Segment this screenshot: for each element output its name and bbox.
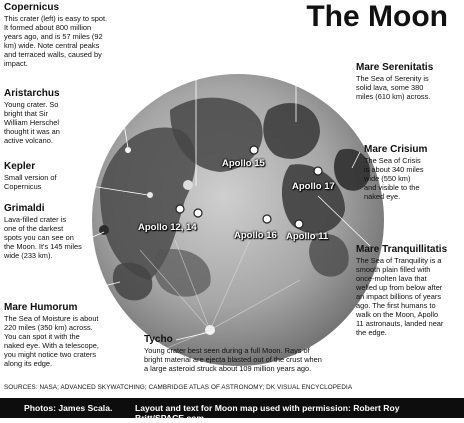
mare-tranquillitatis-line: once-molten lava that — [356, 274, 427, 283]
mare-tranquillitatis-line: The Sea of Tranquility is a — [356, 256, 442, 265]
apollo-17-label: Apollo 17 — [292, 181, 335, 192]
aristarchus-label — [4, 88, 84, 145]
apollo-15-label: Apollo 15 — [222, 158, 265, 169]
copernicus-line: km) wide. Note central peaks — [4, 41, 100, 50]
tycho-line: bright material are ejecta blasted out of the crust when — [144, 355, 322, 364]
mare-tranquillitatis-line: 11 astronauts, landed near — [356, 319, 444, 328]
copernicus-line: It formed about 800 million — [4, 23, 92, 32]
mare-serenitatis-heading: Mare Serenitatis — [356, 62, 434, 73]
apollo-16-label: Apollo 16 — [234, 230, 277, 241]
apollo-17-dot — [314, 167, 322, 175]
permission-text: Layout and text for Moon map used with permission: Robert Roy Britt/SPACE.com. — [135, 403, 400, 423]
aristarchus-line: active volcano. — [4, 136, 53, 145]
mare-tranquillitatis-line: walk on the Moon, Apollo — [356, 310, 439, 319]
page-title: The Moon — [306, 0, 448, 33]
apollo-11-dot — [295, 220, 303, 228]
grimaldi-line: Lava-filled crater is — [4, 215, 67, 224]
mare-humorum-heading: Mare Humorum — [4, 302, 78, 313]
copernicus-line: years ago, and is 57 miles (92 — [4, 32, 103, 41]
copernicus-line: impact. — [4, 59, 28, 68]
kepler-line: Small version of — [4, 173, 57, 182]
mare-crisium-line: is about 340 miles — [364, 165, 424, 174]
sources-line: SOURCES: NASA; ADVANCED SKYWATCHING; CAMBRIDGE ATLAS OF ASTRONOMY; DK VISUAL ENCYCLOPEDIA — [4, 384, 353, 391]
mare-serenitatis-region — [263, 103, 320, 159]
mare-serenitatis-line: solid lava, some 380 — [356, 83, 424, 92]
mare-tranquillitatis-line: ago. The first humans to — [356, 301, 436, 310]
copernicus-crater — [183, 180, 193, 190]
apollo-12-14-label: Apollo 12, 14 — [138, 222, 197, 233]
apollo-12-dot — [176, 205, 184, 213]
mare-tranquillitatis-line: the edge. — [356, 328, 387, 337]
grimaldi-line: wide (233 km). — [4, 251, 53, 260]
grimaldi-label — [4, 203, 99, 260]
apollo-14-dot — [194, 209, 202, 217]
mare-humorum-line: you might notice two craters — [4, 350, 97, 359]
aristarchus-line: bright that Sir — [4, 109, 48, 118]
mare-crisium-line: naked eye. — [364, 192, 401, 201]
tycho-line: a large asteroid struck about 109 million years ago. — [144, 364, 312, 373]
mare-crisium-line: The Sea of Crisis — [364, 156, 421, 165]
mare-humorum-line: naked eye. With a telescope, — [4, 341, 99, 350]
tycho-line: Young crater best seen during a full Moon. Rays of — [144, 346, 310, 355]
mare-tranquillitatis-heading: Mare Tranquillitatis — [356, 244, 448, 255]
copernicus-line: and terraced walls, caused by — [4, 50, 102, 59]
mare-humorum-line: The Sea of Moisture is about — [4, 314, 99, 323]
copernicus-heading: Copernicus — [4, 2, 60, 13]
mare-tranquillitatis-line: welled up from below after — [356, 283, 443, 292]
mare-crisium-label — [364, 144, 462, 201]
mare-crisium-line: and visible to the — [364, 183, 420, 192]
aristarchus-line: William Herschel — [4, 118, 60, 127]
tycho-label — [144, 334, 354, 373]
tycho-heading: Tycho — [144, 334, 173, 345]
mare-humorum-label — [4, 302, 129, 368]
photo-credit: Photos: James Scala. — [24, 403, 113, 413]
mare-serenitatis-label — [356, 62, 462, 101]
mare-tranquillitatis-line: an impact billions of years — [356, 292, 442, 301]
grimaldi-heading: Grimaldi — [4, 203, 45, 214]
mare-humorum-line: You can spot it with the — [4, 332, 80, 341]
mare-tranquillitatis-label — [356, 244, 462, 337]
grimaldi-line: the Moon. It's 145 miles — [4, 242, 82, 251]
copernicus-line: This crater (left) is easy to spot. — [4, 14, 108, 23]
mare-tranquillitatis-line: smooth plain filled with — [356, 265, 431, 274]
apollo-16-dot — [263, 215, 271, 223]
copernicus-label — [4, 2, 164, 68]
kepler-label — [4, 161, 84, 191]
apollo-11-label: Apollo 11 — [286, 231, 329, 242]
apollo-15-dot — [250, 146, 258, 154]
kepler-heading: Kepler — [4, 161, 36, 172]
kepler-line: Copernicus — [4, 182, 42, 191]
grimaldi-line: spots you can see on — [4, 233, 74, 242]
footer-bar — [0, 398, 464, 423]
aristarchus-line: thought it was an — [4, 127, 60, 136]
mare-crisium-heading: Mare Crisium — [364, 144, 428, 155]
aristarchus-line: Young crater. So — [4, 100, 59, 109]
mare-humorum-line: 220 miles (350 km) across. — [4, 323, 93, 332]
mare-humorum-line: along its edge. — [4, 359, 53, 368]
grimaldi-line: one of the darkest — [4, 224, 64, 233]
mare-serenitatis-line: miles (610 km) across. — [356, 92, 431, 101]
aristarchus-heading: Aristarchus — [4, 88, 60, 99]
mare-serenitatis-line: The Sea of Serenity is — [356, 74, 429, 83]
mare-crisium-line: wide (550 km) — [364, 174, 411, 183]
mare-humorum-leader — [40, 282, 120, 302]
